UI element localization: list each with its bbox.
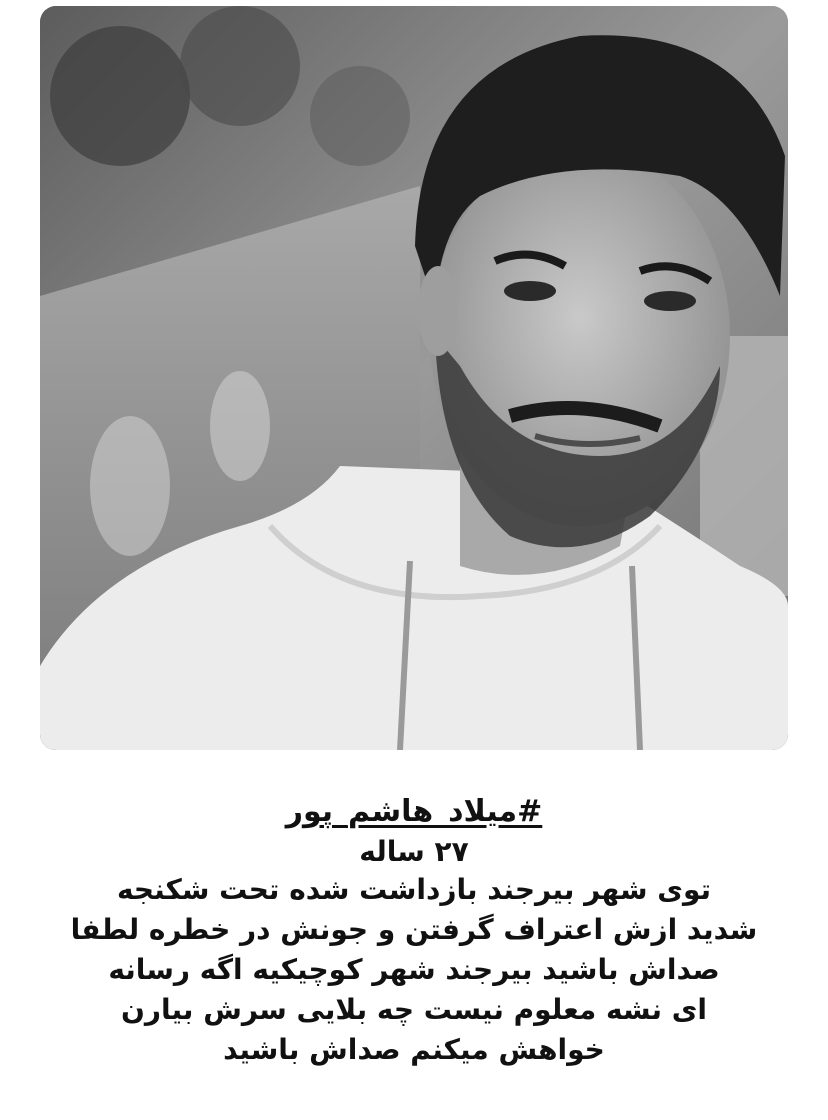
hashtag-link[interactable]: #میلاد_هاشم_پور: [285, 794, 543, 829]
caption-line: صداش باشید بیرجند شهر کوچیکیه اگه رسانه: [108, 953, 720, 986]
caption-line: خواهش میکنم صداش باشید: [223, 1033, 605, 1066]
portrait-photo: [40, 6, 788, 750]
age-text: ۲۷ ساله: [359, 835, 469, 868]
caption-body: [20, 870, 808, 1070]
caption-line: توی شهر بیرجند بازداشت شده تحت شکنجه: [116, 873, 712, 906]
caption: [20, 790, 808, 1070]
caption-line: شدید ازش اعتراف گرفتن و جونش در خطره لطفا: [70, 913, 758, 946]
caption-line: ای نشه معلوم نیست چه بلایی سرش بیارن: [120, 993, 708, 1026]
portrait-image: [40, 6, 788, 750]
